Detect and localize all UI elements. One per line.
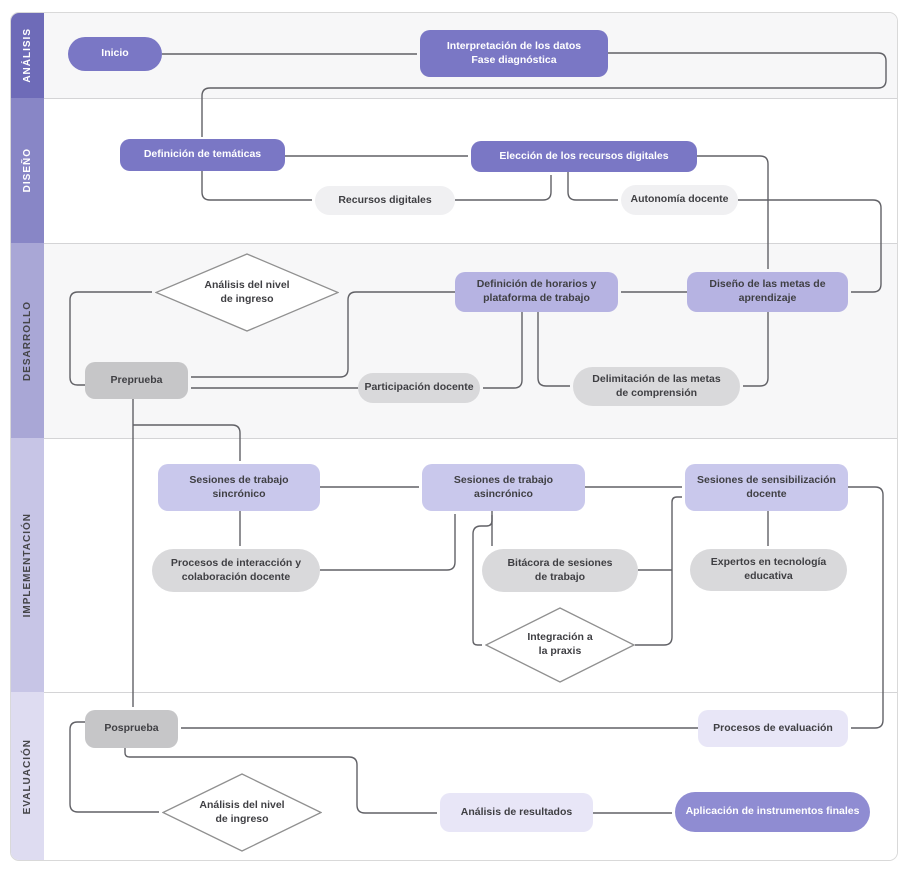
node-definicion-horarios: Definición de horarios y plataforma de trabajo xyxy=(455,272,618,312)
edge-eleccion-recursos-autonomia-docente xyxy=(568,172,618,200)
node-analisis-nivel-2: Análisis del nivel de ingreso xyxy=(162,773,322,852)
edge-diseno-metas-delimitacion-metas xyxy=(743,312,768,386)
node-participacion-docente: Participación docente xyxy=(358,373,480,403)
lane-label-desarrollo: DESARROLLO xyxy=(11,243,44,438)
node-diseno-metas: Diseño de las metas de aprendizaje xyxy=(687,272,848,312)
edge-definicion-horarios-participacion-docente xyxy=(483,312,522,388)
node-inicio: Inicio xyxy=(68,37,162,71)
lane-label-evaluación: EVALUACIÓN xyxy=(11,692,44,861)
node-expertos-tecnologia: Expertos en tecnología educativa xyxy=(690,549,847,591)
lane-label-análisis: ANÁLISIS xyxy=(11,13,44,98)
edge-preprueba-sesiones-sincronico xyxy=(133,425,240,461)
edge-recursos-digitales-eleccion-recursos xyxy=(455,175,551,200)
node-autonomia-docente: Autonomía docente xyxy=(621,185,738,215)
edge-procesos-interaccion-sesiones-asincronico xyxy=(320,514,455,570)
node-delimitacion-metas: Delimitación de las metas de comprensión xyxy=(573,367,740,406)
node-analisis-nivel-1: Análisis del nivel de ingreso xyxy=(155,253,339,332)
lane-label-diseño: DISEÑO xyxy=(11,98,44,243)
node-sesiones-asincronico: Sesiones de trabajo asincrónico xyxy=(422,464,585,511)
node-definicion-tematicas: Definición de temáticas xyxy=(120,139,285,171)
edge-sesiones-sensibilizacion-procesos-evaluacion xyxy=(848,487,883,728)
node-recursos-digitales: Recursos digitales xyxy=(315,186,455,215)
node-posprueba: Posprueba xyxy=(85,710,178,748)
node-procesos-evaluacion: Procesos de evaluación xyxy=(698,710,848,747)
node-sesiones-sensibilizacion: Sesiones de sensibilización docente xyxy=(685,464,848,511)
node-procesos-interaccion: Procesos de interacción y colaboración docente xyxy=(152,549,320,592)
node-interpretacion: Interpretación de los datos Fase diagnóstica xyxy=(420,30,608,77)
node-integracion-praxis: Integración a la praxis xyxy=(485,607,635,683)
node-sesiones-sincronico: Sesiones de trabajo sincrónico xyxy=(158,464,320,511)
lane-label-implementación: IMPLEMENTACIÓN xyxy=(11,438,44,692)
node-aplicacion-instrumentos: Aplicación de instrumentos finales xyxy=(675,792,870,832)
node-analisis-resultados: Análisis de resultados xyxy=(440,793,593,832)
node-bitacora-sesiones: Bitácora de sesiones de trabajo xyxy=(482,549,638,592)
node-preprueba: Preprueba xyxy=(85,362,188,399)
edge-definicion-tematicas-recursos-digitales xyxy=(202,171,312,200)
edge-integracion-praxis-sesiones-sensibilizacion xyxy=(635,497,682,645)
node-eleccion-recursos: Elección de los recursos digitales xyxy=(471,141,697,172)
edge-definicion-horarios-delimitacion-metas xyxy=(538,312,570,386)
